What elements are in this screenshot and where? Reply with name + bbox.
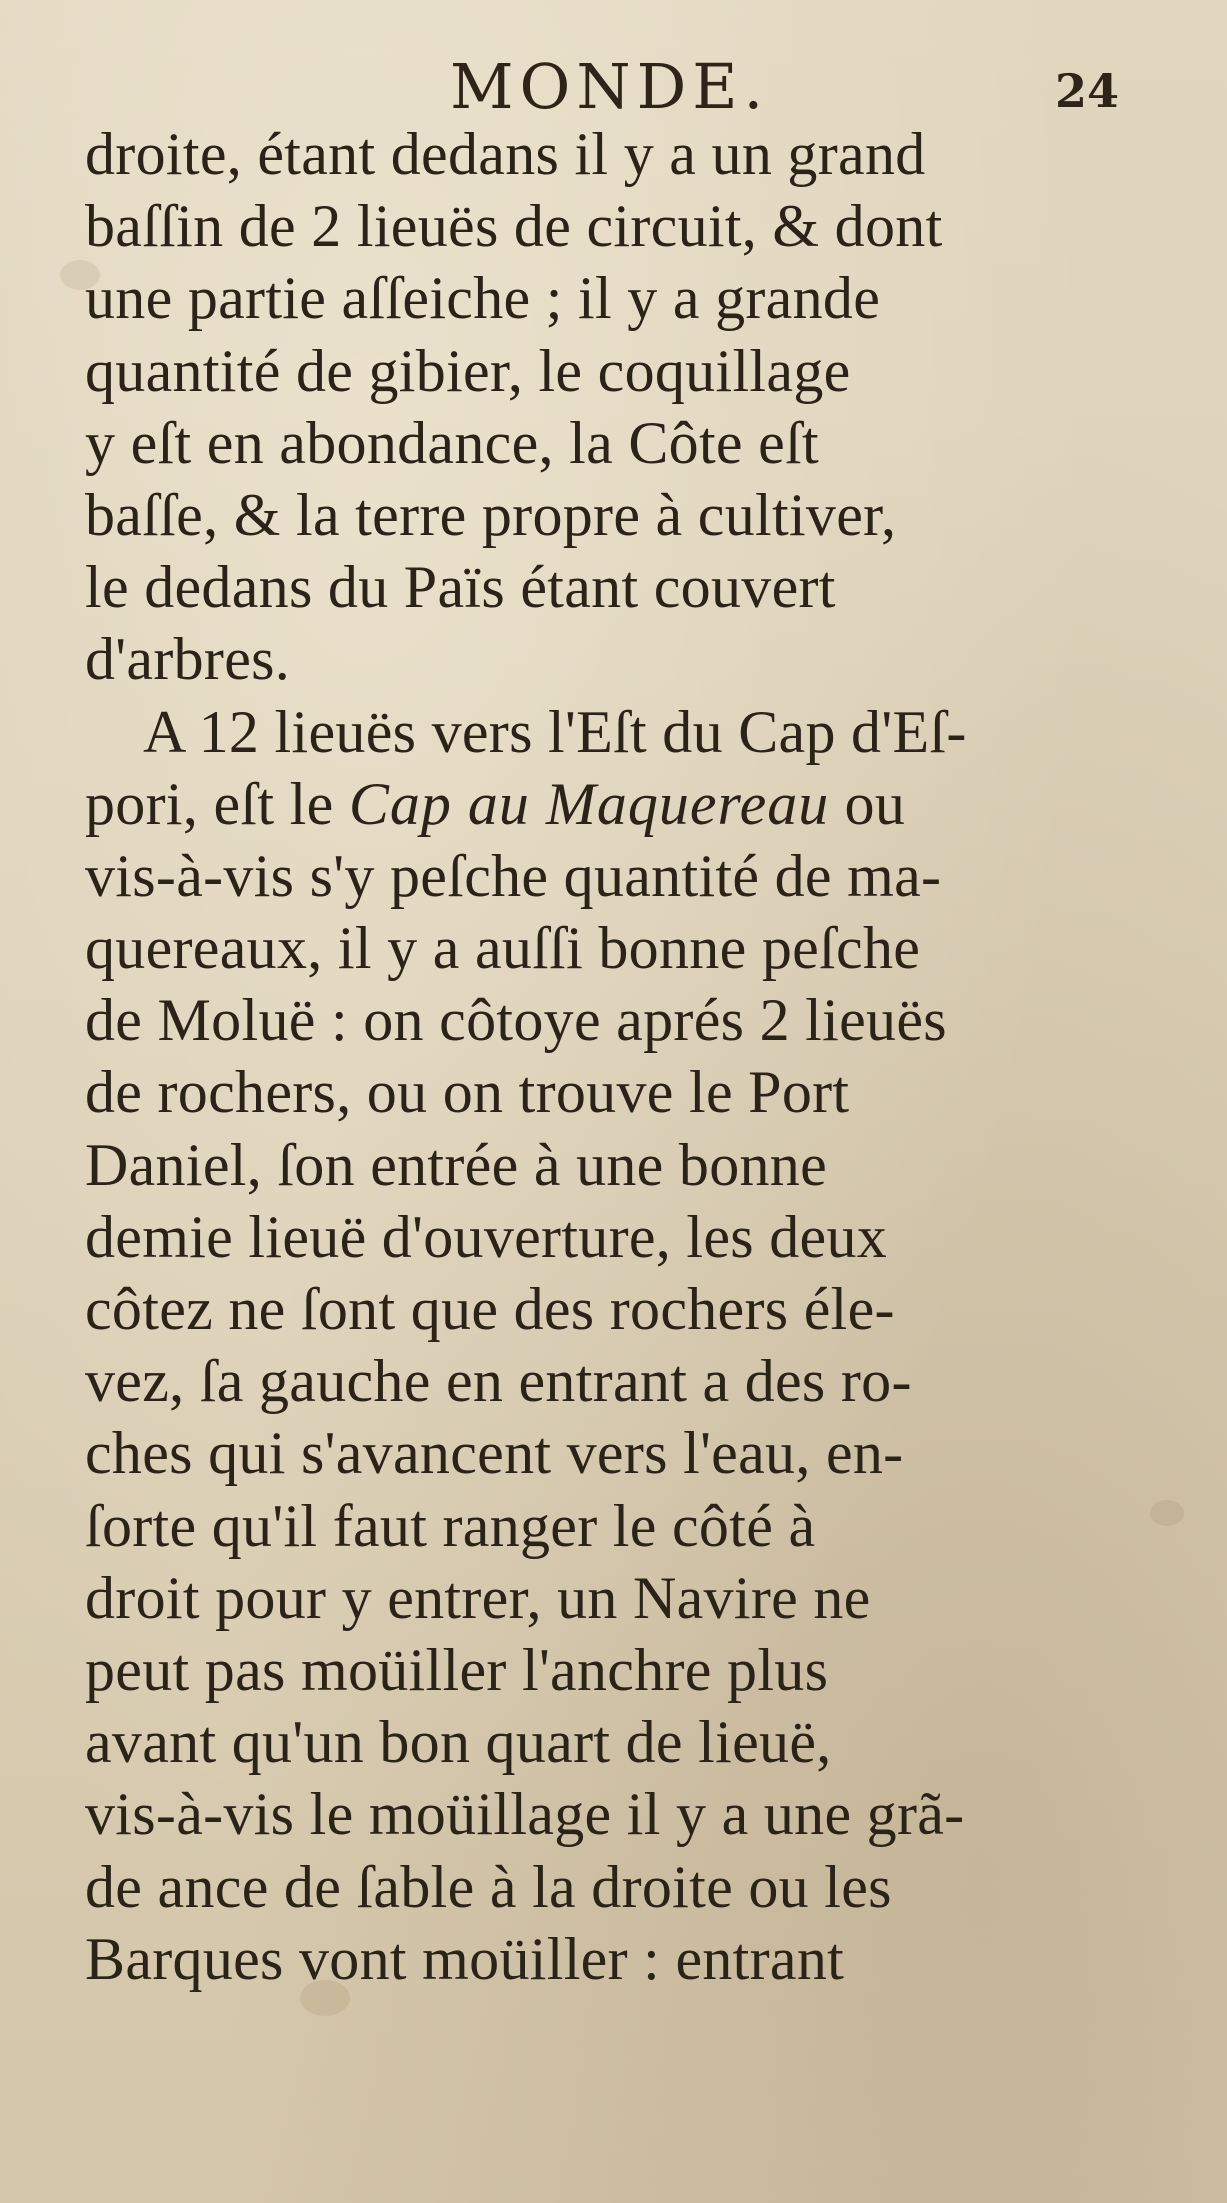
text-line: quantité de gibier, le coquillage: [85, 337, 851, 404]
text-line: Barques vont moüiller : entrant: [85, 1925, 845, 1992]
text-line: ches qui s'avancent vers l'eau, en-: [85, 1420, 904, 1487]
text-line: baſſin de 2 lieuës de circuit, & dont: [85, 193, 943, 260]
place-name-italic: Cap au Maquereau: [348, 770, 830, 837]
text-line: vez, ſa gauche en entrant a des ro-: [85, 1348, 912, 1415]
text-line: avant qu'un bon quart de lieuë,: [85, 1709, 832, 1776]
text-segment: ou: [829, 770, 906, 837]
text-line: droite, étant dedans il y a un grand: [85, 121, 926, 187]
paper-stain: [1150, 1500, 1184, 1526]
text-line: vis-à-vis s'y peſche quantité de ma-: [85, 842, 942, 909]
text-line: côtez ne ſont que des rochers éle-: [85, 1276, 895, 1342]
text-line: de ance de ſable à la droite ou les: [85, 1853, 892, 1920]
text-line: de rochers, ou on trouve le Port: [85, 1059, 850, 1126]
running-head: MONDE.: [450, 50, 770, 123]
text-line: d'arbres.: [85, 626, 291, 693]
text-segment: pori, eſt le: [85, 770, 349, 837]
text-line: vis-à-vis le moüillage il y a une grã-: [85, 1781, 965, 1848]
text-line: le dedans du Païs étant couvert: [85, 554, 836, 621]
text-line: y eſt en abondance, la Côte eſt: [85, 409, 820, 476]
body-text: [85, 118, 1155, 1995]
paragraph-start-line: A 12 lieuës vers l'Eſt du Cap d'Eſ-: [143, 698, 967, 765]
text-line: peut pas moüiller l'anchre plus: [85, 1636, 829, 1703]
text-line: quereaux, il y a auſſi bonne peſche: [85, 915, 921, 982]
text-line: une partie aſſeiche ; il y a grande: [85, 265, 881, 332]
text-line: ſorte qu'il faut ranger le côté à: [85, 1492, 816, 1559]
text-line: demie lieuë d'ouverture, les deux: [85, 1203, 888, 1270]
page-number: 24: [1055, 64, 1120, 118]
text-line: Daniel, ſon entrée à une bonne: [85, 1131, 828, 1198]
text-line-with-italic: [85, 768, 1155, 840]
text-line: droit pour y entrer, un Navire ne: [85, 1564, 871, 1631]
text-line: baſſe, & la terre propre à cultiver,: [85, 481, 897, 548]
text-line: de Moluë : on côtoye aprés 2 lieuës: [85, 987, 947, 1054]
